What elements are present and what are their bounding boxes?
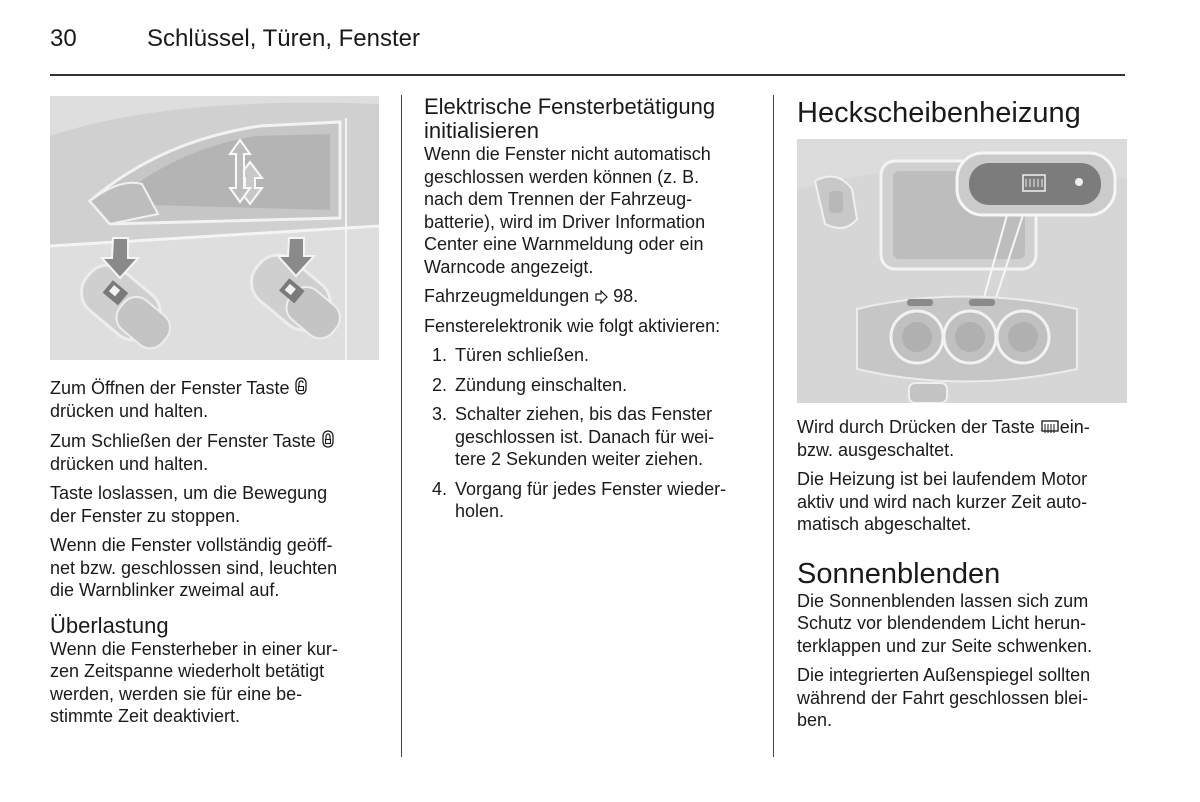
section-heading: Sonnenblenden — [797, 557, 1001, 590]
key-fob-unlock-icon — [294, 376, 308, 396]
section-heading: Überlastung — [50, 612, 169, 638]
list-item: 4. Vorgang für jedes Fenster wieder- holen. — [432, 478, 727, 521]
paragraph: Wird durch Drücken der Taste ein- bzw. ausgeschaltet. — [797, 417, 1090, 460]
list-item: 3. Schalter ziehen, bis das Fenster geschlossen ist. Danach für wei- tere 2 Sekunden weiter ziehen. — [432, 404, 715, 469]
reference-arrow-icon — [594, 290, 608, 304]
dashboard-defrost-illustration — [797, 139, 1127, 403]
paragraph: Die Heizung ist bei laufendem Motor aktiv und wird nach kurzer Zeit auto- matisch abgeschaltet. — [797, 469, 1088, 534]
column-divider-2 — [773, 95, 774, 757]
key-fob-lock-icon — [321, 429, 335, 449]
paragraph: Die integrierten Außenspiegel sollten während der Fahrt geschlossen blei- ben. — [797, 665, 1091, 730]
list-item: 2. Zündung einschalten. — [432, 374, 628, 395]
header-divider — [50, 74, 1125, 76]
steps-list — [424, 344, 754, 523]
column-divider-1 — [401, 95, 402, 757]
column-2 — [424, 95, 754, 530]
list-item: 1. Türen schließen. — [432, 345, 590, 365]
column-1 — [50, 376, 380, 735]
paragraph: Zum Öffnen der Fenster Taste drücken und halten. — [50, 376, 380, 422]
paragraph: Wenn die Fenster nicht automatisch geschlossen werden können (z. B. nach dem Trennen der Fahrzeug- batterie), wird im Driver Information Center eine Warnmeldung oder ein Warncode angezeigt. — [424, 144, 711, 277]
paragraph: Zum Schließen der Fenster Taste drücken und halten. — [50, 429, 380, 475]
paragraph: Wenn die Fensterheber in einer kur- zen Zeitspanne wiederholt betätigt werden, werden sie für eine be- stimmte Zeit deaktiviert. — [50, 638, 338, 726]
section-heading: Elektrische Fensterbetätigung initialisieren — [424, 94, 716, 143]
cross-reference[interactable]: Fahrzeugmeldungen 98. — [424, 286, 639, 306]
paragraph: Fensterelektronik wie folgt aktivieren: — [424, 315, 721, 336]
rear-defrost-icon — [1040, 419, 1060, 435]
paragraph: Die Sonnenblenden lassen sich zum Schutz vor blendendem Licht herun- terklappen und zur Seite schwenken. — [797, 590, 1093, 656]
paragraph: Taste loslassen, um die Bewegung der Fenster zu stoppen. — [50, 483, 328, 526]
column-3 — [797, 402, 1129, 739]
window-keyfob-illustration — [50, 96, 379, 360]
section-heading: Heckscheibenheizung — [797, 97, 1081, 129]
page-title: Schlüssel, Türen, Fenster — [147, 25, 421, 52]
paragraph: Wenn die Fenster vollständig geöff- net bzw. geschlossen sind, leuchten die Warnblinker zweimal auf. — [50, 535, 338, 600]
page-number: 30 — [50, 25, 77, 52]
